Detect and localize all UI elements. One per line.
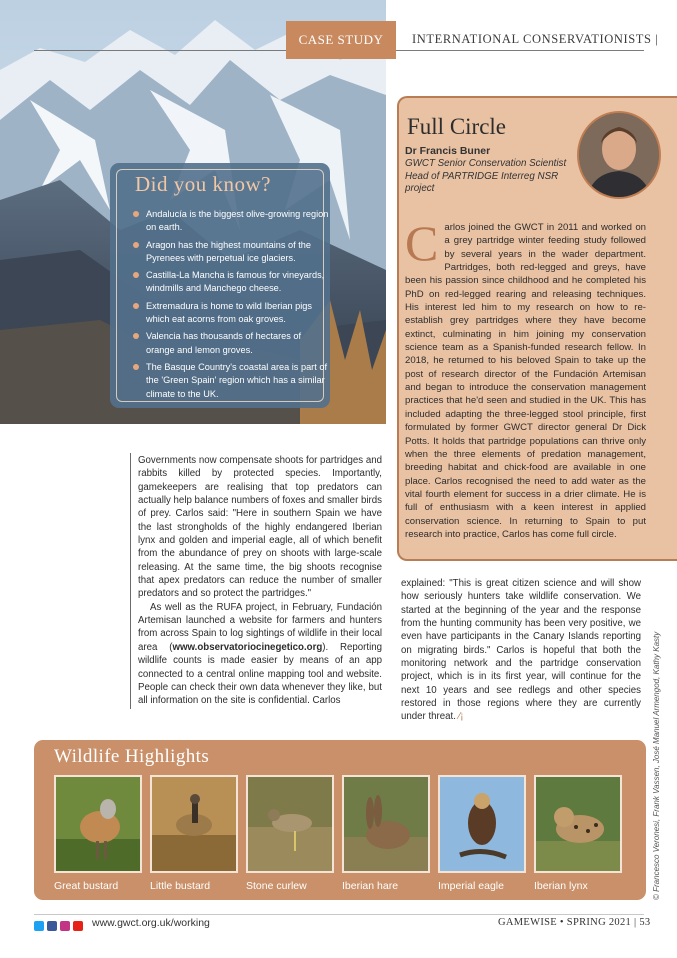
great-bustard-photo (54, 775, 142, 873)
bullet-icon (133, 211, 139, 217)
did-you-know-item: Andalucía is the biggest olive-growing region on earth. (133, 208, 329, 235)
did-you-know-border (116, 169, 329, 402)
did-you-know-title: Did you know? (135, 172, 271, 196)
photo-credit: © Francesco Veronesi, Frank Vassen, José Manuel Armengod, Kathy Kasty (652, 631, 661, 900)
imperial-eagle-photo (438, 775, 526, 873)
did-you-know-item: Castilla-La Mancha is famous for vineyards, windmills and Manchego cheese. (133, 269, 329, 296)
bullet-icon (133, 303, 139, 309)
case-study-tab: CASE STUDY (286, 21, 396, 59)
did-you-know-box (110, 163, 330, 408)
facebook-icon[interactable] (47, 921, 57, 931)
instagram-icon[interactable] (60, 921, 70, 931)
drop-cap: C (405, 215, 439, 271)
did-you-know-item: The Basque Country's coastal area is part of the 'Green Spain' region which has a similar climate to the UK. (133, 361, 329, 401)
wildlife-caption: Great bustard (54, 880, 119, 892)
iberian-lynx-photo (534, 775, 622, 873)
did-you-know-item: Aragon has the highest mountains of the Pyrenees with perpetual ice glaciers. (133, 239, 329, 266)
website-url[interactable]: www.gwct.org.uk/working (92, 917, 210, 929)
article-paragraph: explained: "This is great citizen science and will show how seriously hunters take wildlife conservation. We started at the beginning of the year and the response from the hunting community has been very positive, we even have participants in the Canary Islands reporting on migrating birds." Carlos is hopeful that both the monitoring network and the partridge conservation project, which is in its first year, will continue for the next 10 years and see redlegs and other species restored in those regions where they are currently under threat. ⁄¡ (401, 578, 641, 723)
author-name: Dr Francis Buner (405, 145, 491, 157)
wildlife-caption: Stone curlew (246, 880, 307, 892)
iberian-hare-photo (342, 775, 430, 873)
did-you-know-item: Extremadura is home to wild Iberian pigs which eat acorns from oak groves. (133, 300, 329, 327)
end-mark-icon: ⁄¡ (458, 711, 464, 723)
author-role: GWCT Senior Conservation Scientist Head of PARTRIDGE Interreg NSR project (405, 158, 567, 194)
section-title: INTERNATIONAL CONSERVATIONISTS | (412, 32, 659, 46)
bullet-icon (133, 242, 139, 248)
page-number: GAMEWISE • SPRING 2021 | 53 (498, 917, 651, 928)
did-you-know-item: Valencia has thousands of hectares of orange and lemon groves. (133, 330, 329, 357)
article-column-1 (138, 454, 382, 708)
column-rule (130, 453, 131, 709)
little-bustard-photo (150, 775, 238, 873)
twitter-icon[interactable] (34, 921, 44, 931)
full-circle-body: Carlos joined the GWCT in 2011 and worked on a grey partridge winter feeding study followed by several years in the wader department. Partridges, both red-legged and greys, have been his passion since childhood and he completed his PhD on red-legged rearing and releasing techniques. His interest led him to my research on how to re-establish grey partridges where they have become extinct, culminating in him joining my conservation science team as a Spanish-funded research fellow. In 2018, he returned to his beloved Spain to take up the post of research director of the Fundación Artemisan and began to introduce the conservation management practices that he'd seen and studied in the UK. This has included adapting the three-legged stool principle, first formulated by former GWCT director general Dr Dick Potts. It holds that partridge populations can thrive only when the three elements of predation management, breeding habitat and chick-food are available in one place. Carlos recognised the need to add water as the vital fourth element for success in a drier climate. He is full of enthusiasm with a keen interest in applied conservation science. In returning to Spain to put research into practice, Carlos has come full circle. (405, 215, 646, 540)
stone-curlew-photo (246, 775, 334, 873)
author-portrait (577, 111, 661, 199)
wildlife-caption: Iberian lynx (534, 880, 588, 892)
wildlife-caption: Little bustard (150, 880, 211, 892)
full-circle-title: Full Circle (407, 114, 507, 139)
did-you-know-list (133, 208, 329, 405)
website-link[interactable]: www.observatoriocinegetico.org (172, 641, 323, 653)
article-paragraph: As well as the RUFA project, in February, Fundación Artemisan launched a website for farmers and hunters from across Spain to log sightings of wildlife in their local area (www.observatoriocinegetico.org). Reporting wildlife counts is made easier by means of an app connected to a central online mapping tool and website. People can check their own data whenever they like, but all information on the site is confidential. Carlos (138, 601, 382, 707)
bullet-icon (133, 272, 139, 278)
wildlife-caption: Imperial eagle (438, 880, 504, 892)
footer-rule (34, 914, 644, 915)
bullet-icon (133, 364, 139, 370)
article-column-2 (401, 577, 641, 724)
social-icons (34, 921, 83, 931)
wildlife-highlights-title: Wildlife Highlights (54, 746, 210, 767)
article-paragraph: Governments now compensate shoots for partridges and rabbits killed by protected species. Importantly, gamekeepers are realising that top predators can actually help balance numbers of foxes and smaller birds of prey. Carlos said: "Here in southern Spain we have the last strongholds of the highly endangered Iberian lynx and golden and imperial eagle, all of which benefit from the abundance of prey on shoots with large-scale releasing. At the same time, the big shoots recognise that apex predators can reduce the number of smaller predators and so protect the partridges." (138, 455, 382, 600)
bullet-icon (133, 333, 139, 339)
youtube-icon[interactable] (73, 921, 83, 931)
wildlife-caption: Iberian hare (342, 880, 399, 892)
